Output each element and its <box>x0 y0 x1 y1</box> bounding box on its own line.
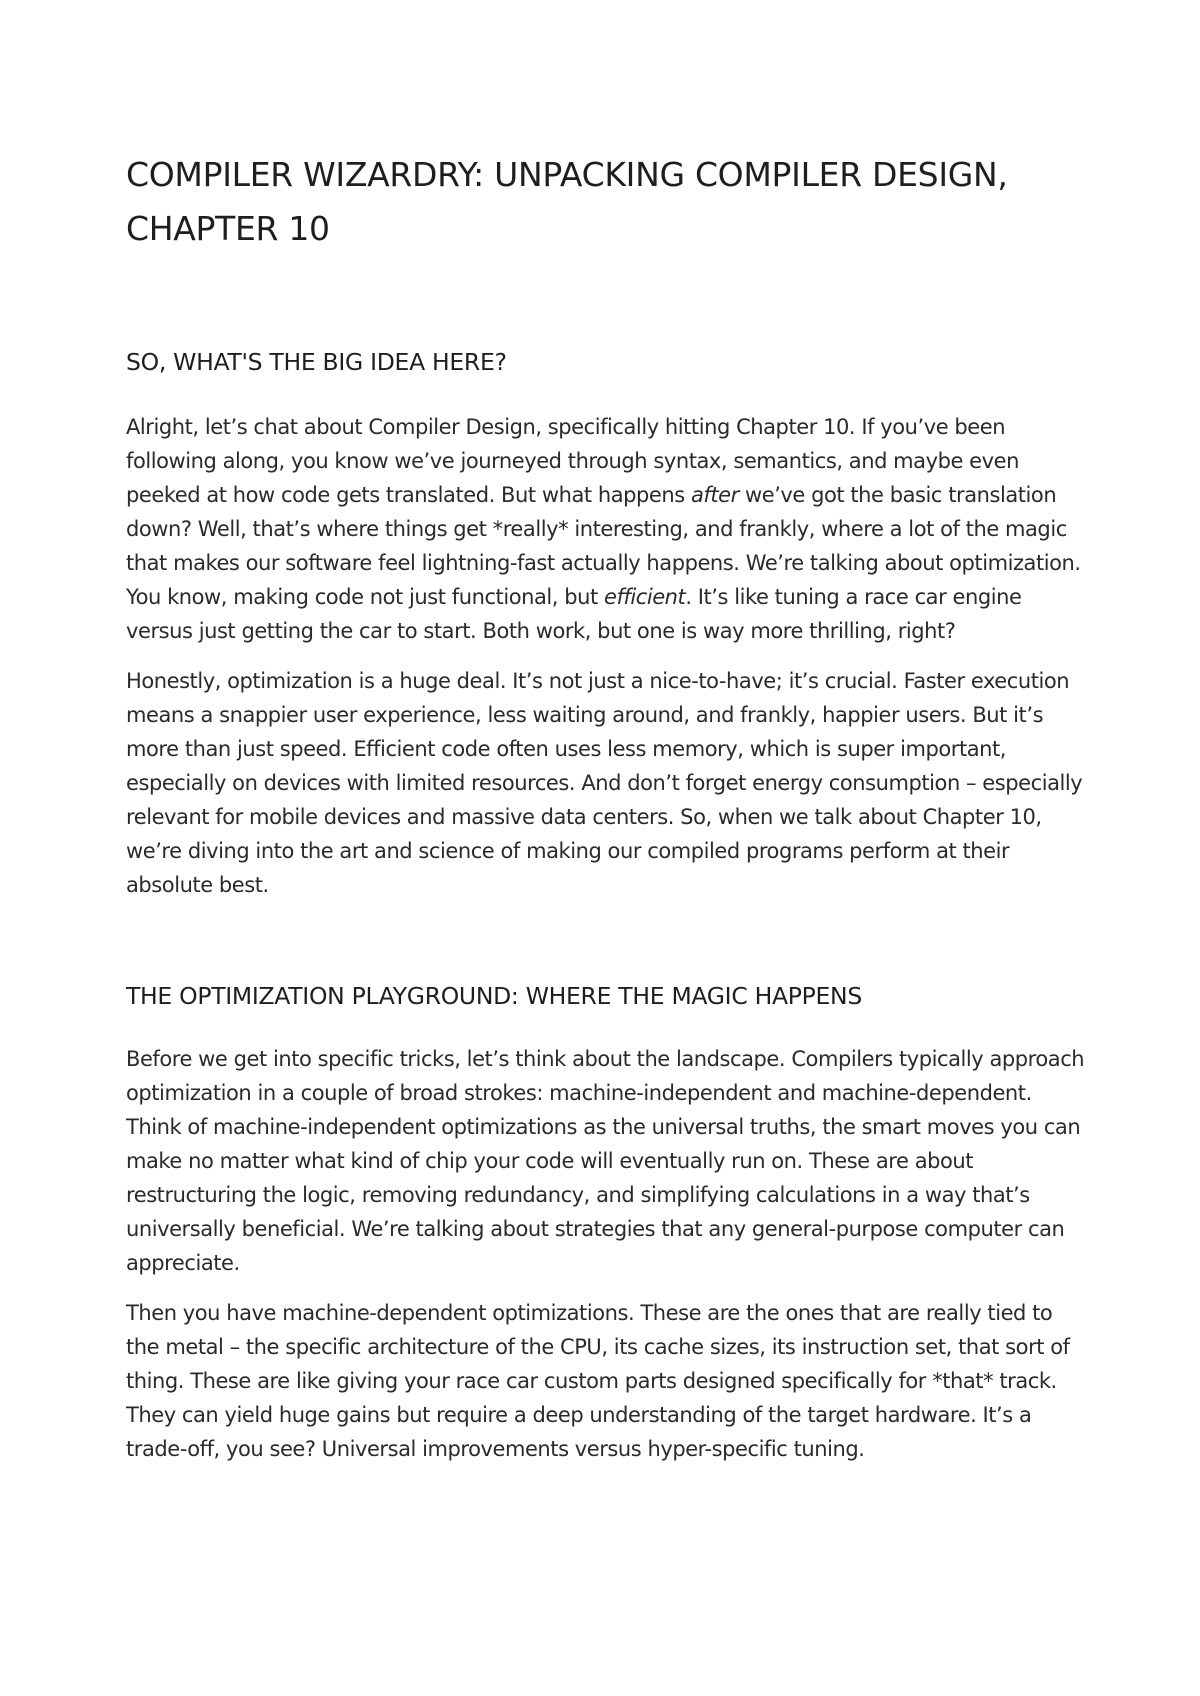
emphasis-text: after <box>690 483 739 507</box>
paragraph-text: . It’s like tuning a race car engine versus just getting the car to start. Both work, but one is way more thrilling, right? <box>126 585 1022 643</box>
section-heading-optimization-playground: THE OPTIMIZATION PLAYGROUND: WHERE THE MAGIC HAPPENS <box>126 982 862 1010</box>
document-title: COMPILER WIZARDRY: UNPACKING COMPILER DESIGN, CHAPTER 10 <box>126 155 1008 248</box>
section-heading-big-idea: SO, WHAT'S THE BIG IDEA HERE? <box>126 348 507 376</box>
paragraph-text: Alright, let’s chat about Compiler Design, specifically hitting Chapter 10. If you’ve been following along, you know we’ve journeyed through syntax, semantics, and maybe even peeked at how code gets translated. But what happens <box>126 415 1019 507</box>
paragraph-text: we’ve got the basic translation down? Well, that’s where things get *really* interesting, and frankly, where a lot of the magic that makes our software feel lightning-fast actually happens. We’re talking about optimization. You know, making code not just functional, but <box>126 483 1081 609</box>
paragraph <box>126 410 1086 648</box>
emphasis-text: efficient <box>603 585 686 609</box>
paragraph: Then you have machine-dependent optimizations. These are the ones that are really tied to the metal – the specific architecture of the CPU, its cache sizes, its instruction set, that sort of thing. These are like giving your race car custom parts designed specifically for *that* track. They can yield huge gains but require a deep understanding of the target hardware. It’s a trade-off, you see? Universal improvements versus hyper-specific tuning. <box>126 1301 1070 1461</box>
paragraph: Honestly, optimization is a huge deal. It’s not just a nice-to-have; it’s crucial. Faster execution means a snappier user experience, less waiting around, and frankly, happier users. But it’s more than just speed. Efficient code often uses less memory, which is super important, especially on devices with limited resources. And don’t forget energy consumption – especially relevant for mobile devices and massive data centers. So, when we talk about Chapter 10, we’re diving into the art and science of making our compiled programs perform at their absolute best. <box>126 669 1083 897</box>
paragraph: Before we get into specific tricks, let’s think about the landscape. Compilers typically approach optimization in a couple of broad strokes: machine-independent and machine-dependent. Think of machine-independent optimizations as the universal truths, the smart moves you can make no matter what kind of chip your code will eventually run on. These are about restructuring the logic, removing redundancy, and simplifying calculations in a way that’s universally beneficial. We’re talking about strategies that any general-purpose computer can appreciate. <box>126 1047 1085 1275</box>
